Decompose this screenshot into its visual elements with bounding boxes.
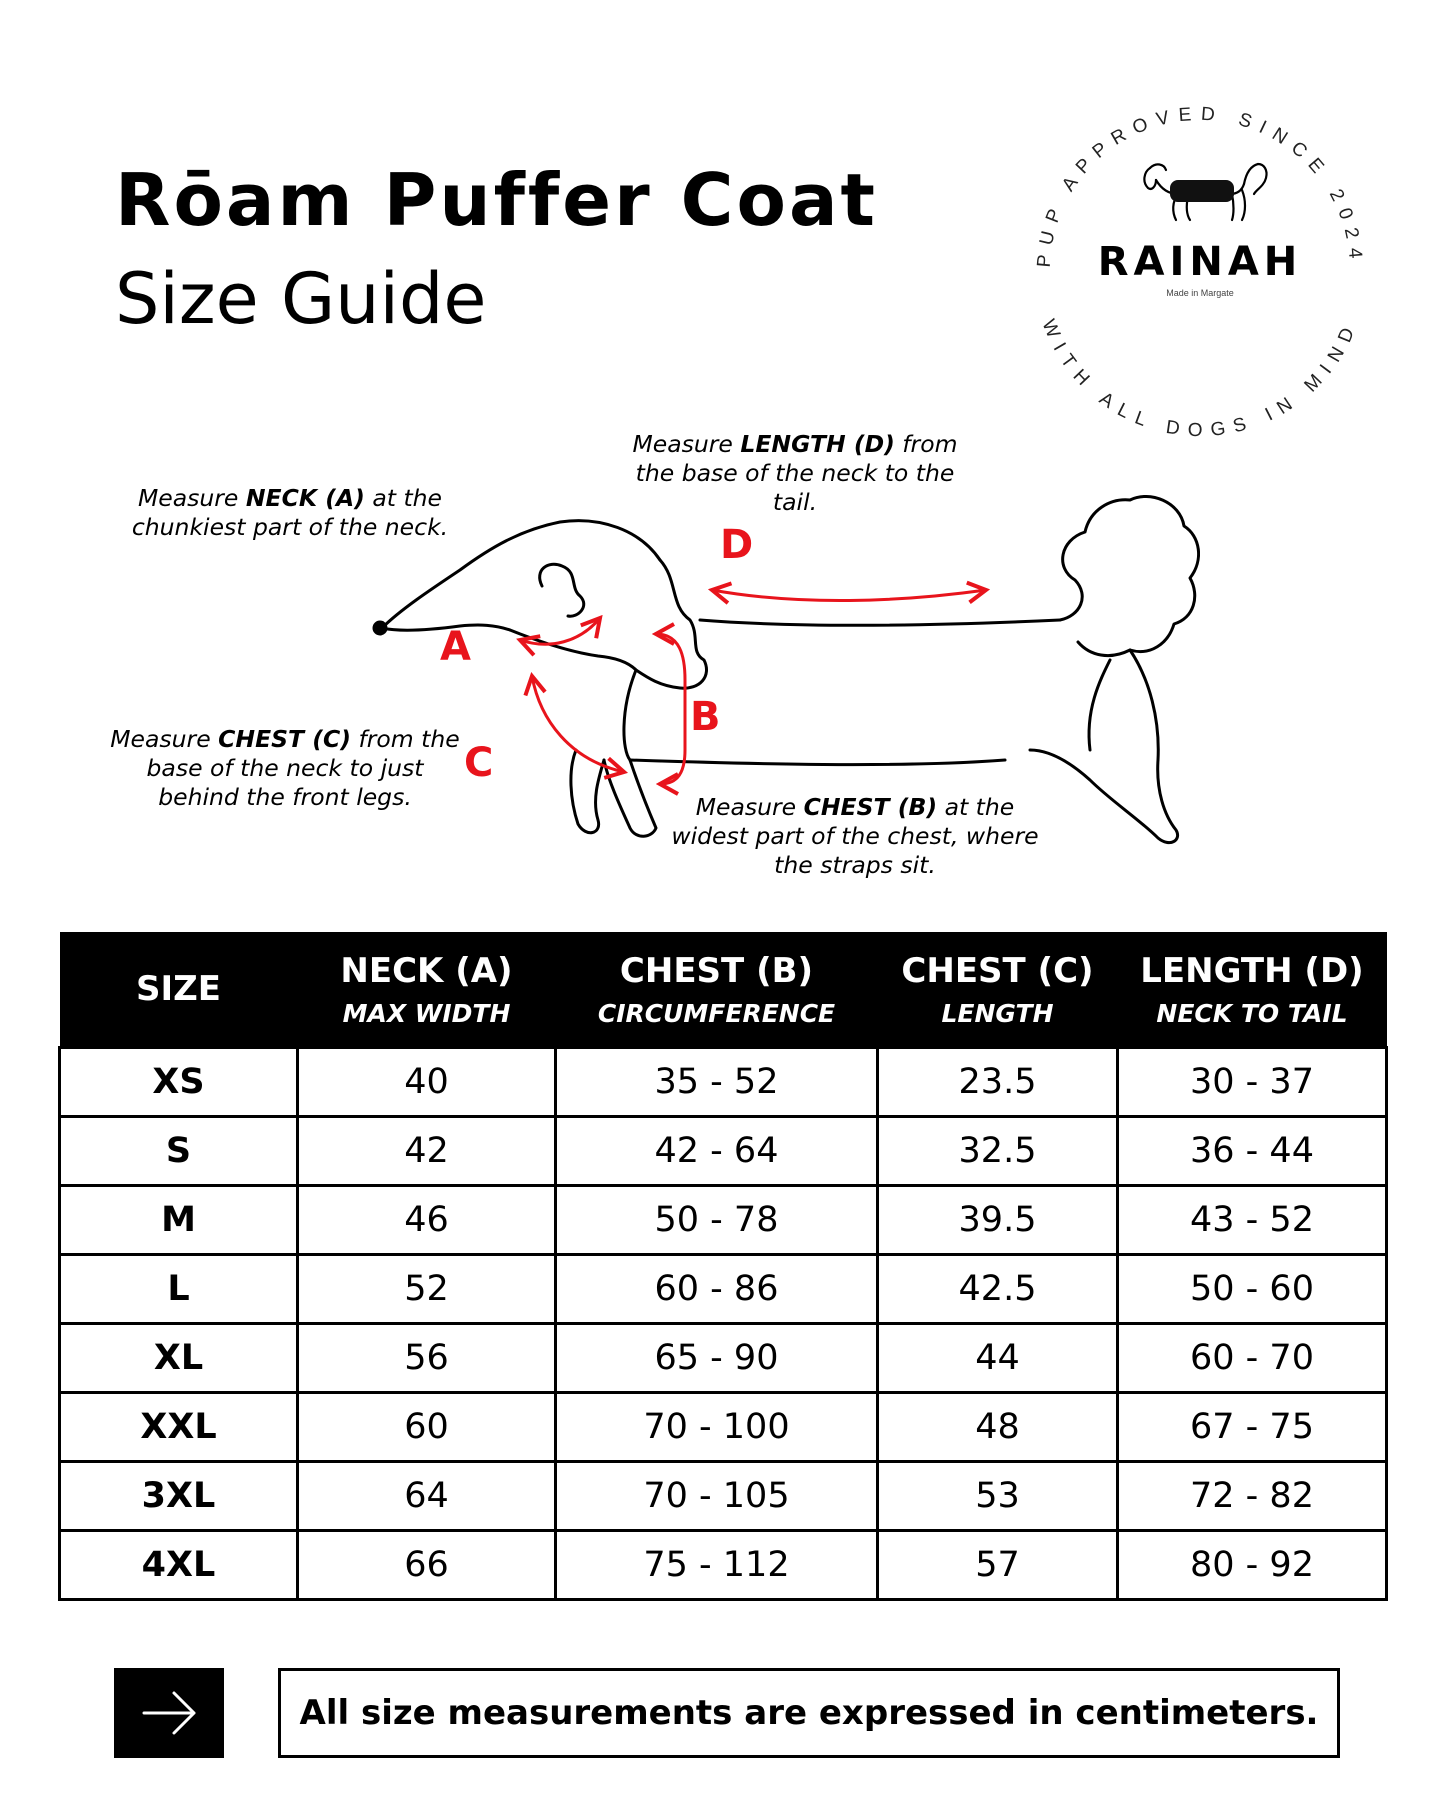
note-length: Measure LENGTH (D) from the base of the neck to the tail.: [632, 430, 958, 516]
measurement-arrows: [520, 590, 986, 784]
table-cell: 72 - 82: [1118, 1462, 1387, 1531]
label-a: A: [440, 624, 471, 670]
table-row: [60, 1255, 1387, 1324]
arrow-right-icon: [114, 1668, 224, 1758]
table-cell: 75 - 112: [556, 1531, 878, 1600]
column-header-chest-c: CHEST (C) LENGTH: [878, 932, 1118, 1048]
arrow-neck-a: [520, 618, 600, 644]
table-cell: 53: [878, 1462, 1118, 1531]
table-cell: 44: [878, 1324, 1118, 1393]
table-cell: 42.5: [878, 1255, 1118, 1324]
logo-tagline: Made in Margate: [1166, 288, 1234, 298]
brand-logo: [1000, 70, 1400, 470]
table-cell-size: 3XL: [60, 1462, 298, 1531]
logo-brand: RAINAH: [1097, 239, 1303, 285]
table-header-row: [60, 932, 1387, 1048]
table-cell: 50 - 78: [556, 1186, 878, 1255]
table-cell: 60 - 70: [1118, 1324, 1387, 1393]
logo-ring-bottom-text: WITH ALL DOGS IN MIND: [1037, 316, 1363, 442]
table-cell: 56: [298, 1324, 556, 1393]
table-cell-size: XXL: [60, 1393, 298, 1462]
table-row: [60, 1531, 1387, 1600]
table-row: [60, 1462, 1387, 1531]
table-row: [60, 1186, 1387, 1255]
arrow-chest-c: [532, 676, 624, 772]
table-cell-size: L: [60, 1255, 298, 1324]
table-cell: 80 - 92: [1118, 1531, 1387, 1600]
table-cell: 57: [878, 1531, 1118, 1600]
table-cell-size: 4XL: [60, 1531, 298, 1600]
table-cell: 23.5: [878, 1048, 1118, 1117]
arrow-length-d: [712, 590, 986, 601]
table-cell: 30 - 37: [1118, 1048, 1387, 1117]
table-cell-size: S: [60, 1117, 298, 1186]
table-cell: 67 - 75: [1118, 1393, 1387, 1462]
table-cell-size: XL: [60, 1324, 298, 1393]
dog-coat-icon: [1170, 180, 1234, 202]
label-c: C: [464, 740, 494, 786]
table-cell: 39.5: [878, 1186, 1118, 1255]
table-cell: 60: [298, 1393, 556, 1462]
table-cell: 60 - 86: [556, 1255, 878, 1324]
table-cell: 35 - 52: [556, 1048, 878, 1117]
note-chest-b: Measure CHEST (B) at the widest part of the chest, where the straps sit.: [671, 793, 1039, 879]
table-cell: 70 - 105: [556, 1462, 878, 1531]
units-note: [278, 1668, 1340, 1758]
table-cell: 48: [878, 1393, 1118, 1462]
table-cell: 46: [298, 1186, 556, 1255]
table-row: [60, 1324, 1387, 1393]
table-cell: 32.5: [878, 1117, 1118, 1186]
table-cell: 65 - 90: [556, 1324, 878, 1393]
page-subtitle: Size Guide: [115, 258, 487, 340]
table-row: [60, 1117, 1387, 1186]
table-cell: 52: [298, 1255, 556, 1324]
table-row: [60, 1393, 1387, 1462]
column-header-neck: NECK (A) MAX WIDTH: [298, 932, 556, 1048]
logo-ring-top-text: PUP APPROVED SINCE 2024: [1033, 103, 1367, 269]
note-neck: Measure NECK (A) at the chunkiest part of the neck.: [131, 484, 449, 541]
table-cell: 42: [298, 1117, 556, 1186]
table-row: [60, 1048, 1387, 1117]
label-d: D: [720, 522, 754, 568]
page-title: Rōam Puffer Coat: [115, 158, 878, 242]
column-header-length: LENGTH (D) NECK TO TAIL: [1118, 932, 1387, 1048]
size-table: [58, 932, 1388, 1601]
dog-outline: [374, 496, 1199, 842]
table-cell: 50 - 60: [1118, 1255, 1387, 1324]
column-header-chest-b: CHEST (B) CIRCUMFERENCE: [556, 932, 878, 1048]
table-cell: 40: [298, 1048, 556, 1117]
table-cell: 36 - 44: [1118, 1117, 1387, 1186]
units-note-text: All size measurements are expressed in centimeters.: [299, 1693, 1319, 1733]
table-cell: 70 - 100: [556, 1393, 878, 1462]
table-cell-size: XS: [60, 1048, 298, 1117]
table-cell: 42 - 64: [556, 1117, 878, 1186]
column-header-size: SIZE: [60, 932, 298, 1048]
table-cell-size: M: [60, 1186, 298, 1255]
arrow-button[interactable]: [114, 1668, 224, 1758]
table-cell: 66: [298, 1531, 556, 1600]
table-cell: 43 - 52: [1118, 1186, 1387, 1255]
note-chest-c: Measure CHEST (C) from the base of the neck to just behind the front legs.: [110, 725, 460, 811]
label-b: B: [690, 694, 721, 740]
table-cell: 64: [298, 1462, 556, 1531]
